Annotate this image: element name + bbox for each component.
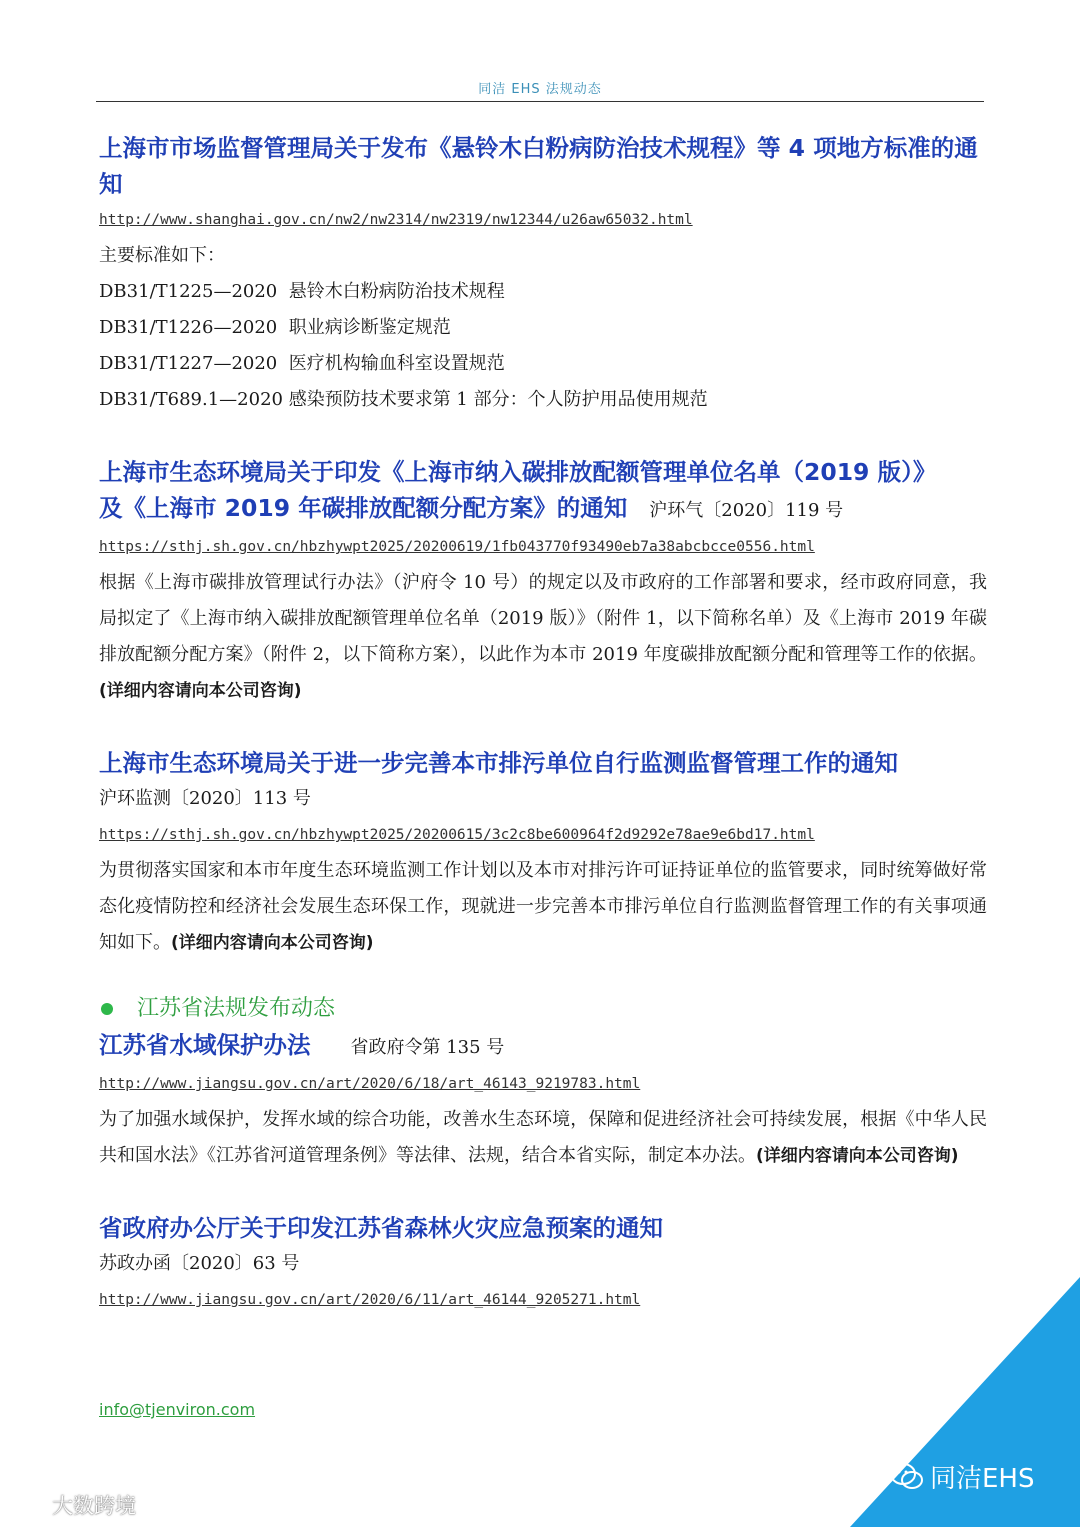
item-1-title-link[interactable]: 上海市市场监督管理局关于发布《悬铃木白粉病防治技术规程》等 4 项地方标准的通知 [99, 134, 978, 198]
item-3-note: (详细内容请向本公司咨询) [171, 933, 374, 953]
js-item-1-title-link[interactable]: 江苏省水域保护办法 [99, 1031, 311, 1059]
standard-line: DB31/T1226—2020 职业病诊断鉴定规范 [99, 317, 451, 338]
item-1-url[interactable]: http://www.shanghai.gov.cn/nw2/nw2314/nw2319/nw12344/u26aw65032.html [99, 212, 693, 228]
js-item-1-body-text: 为了加强水域保护，发挥水域的综合功能，改善水生态环境，保障和促进经济社会可持续发展，根据《中华人民共和国水法》《江苏省河道管理条例》等法律、法规，结合本省实际，制定本办法。 [99, 1109, 987, 1166]
watermark-left-text: 大数跨境 [52, 1494, 136, 1518]
item-3-doc-number: 沪环监测〔2020〕113 号 [99, 788, 311, 809]
item-3-url[interactable]: https://sthj.sh.gov.cn/hbzhywpt2025/20200615/3c2c8be600964f2d9292e78ae9e6bd17.html [99, 827, 815, 843]
watermark-right-text: 同洁EHS [930, 1464, 1035, 1494]
spacer [99, 961, 987, 991]
js-item-1-url[interactable]: http://www.jiangsu.gov.cn/art/2020/6/18/art_46143_9219783.html [99, 1076, 641, 1092]
item-1-intro: 主要标准如下： [99, 245, 225, 266]
js-item-2-url[interactable]: http://www.jiangsu.gov.cn/art/2020/6/11/art_46144_9205271.html [99, 1292, 641, 1308]
document-body [99, 130, 987, 1318]
news-item-3 [99, 745, 987, 961]
watermark-left [12, 1490, 136, 1520]
item-2-doc-number: 沪环气〔2020〕119 号 [649, 500, 844, 521]
js-item-1-note: (详细内容请向本公司咨询) [756, 1146, 959, 1166]
spacer [99, 418, 987, 454]
page-header: 同洁 EHS 法规动态 [478, 82, 602, 97]
item-2-body-text: 根据《上海市碳排放管理试行办法》（沪府令 10 号）的规定以及市政府的工作部署和要求，经市政府同意，我局拟定了《上海市纳入碳排放配额管理单位名单（2019 版）》（附件 1，以下简称名单）及《上海市 2019 年碳排放配额分配方案》（附件 2，以下简称方案），以此作为本市 2019 年度碳排放配额分配和管理等工作的依据。 [99, 572, 987, 665]
wechat-icon [890, 1462, 924, 1492]
weibo-icon [12, 1492, 46, 1518]
js-item-1-body [99, 1102, 987, 1174]
section-heading-jiangsu [99, 991, 987, 1027]
standard-line: DB31/T1227—2020 医疗机构输血科室设置规范 [99, 353, 505, 374]
item-3-title-link[interactable]: 上海市生态环境局关于进一步完善本市排污单位自行监测监督管理工作的通知 [99, 749, 898, 777]
js-item-2-title-link[interactable]: 省政府办公厅关于印发江苏省森林火灾应急预案的通知 [99, 1214, 663, 1242]
spacer [99, 709, 987, 745]
header-divider [96, 101, 984, 102]
watermark-right [890, 1458, 1034, 1495]
js-item-1-doc-number: 省政府令第 135 号 [350, 1037, 505, 1058]
standard-line: DB31/T1225—2020 悬铃木白粉病防治技术规程 [99, 281, 505, 302]
item-3-body [99, 853, 987, 961]
contact-email-link[interactable]: info@tjenviron.com [99, 1400, 256, 1419]
news-item-2 [99, 454, 987, 709]
bullet-dot-icon [101, 1003, 113, 1015]
item-2-note: (详细内容请向本公司咨询) [99, 681, 302, 701]
item-2-url[interactable]: https://sthj.sh.gov.cn/hbzhywpt2025/20200619/1fb043770f93490eb7a38abcbcce0556.html [99, 539, 815, 555]
item-2-body [99, 565, 987, 709]
standard-line: DB31/T689.1—2020 感染预防技术要求第 1 部分：个人防护用品使用规范 [99, 389, 708, 410]
item-2-title-link-cont[interactable]: 及《上海市 2019 年碳排放配额分配方案》的通知 [99, 494, 628, 522]
js-item-1 [99, 1027, 987, 1174]
js-item-2-doc-number: 苏政办函〔2020〕63 号 [99, 1253, 300, 1274]
news-item-1 [99, 130, 987, 418]
item-2-title-link[interactable]: 上海市生态环境局关于印发《上海市纳入碳排放配额管理单位名单（2019 版）》 [99, 458, 937, 486]
spacer [99, 1174, 987, 1210]
item-3-body-text: 为贯彻落实国家和本市年度生态环境监测工作计划以及本市对排污许可证持证单位的监管要求，同时统筹做好常态化疫情防控和经济社会发展生态环保工作，现就进一步完善本市排污单位自行监测监督管理工作的有关事项通知如下。 [99, 860, 987, 953]
section-title: 江苏省法规发布动态 [137, 996, 336, 1021]
